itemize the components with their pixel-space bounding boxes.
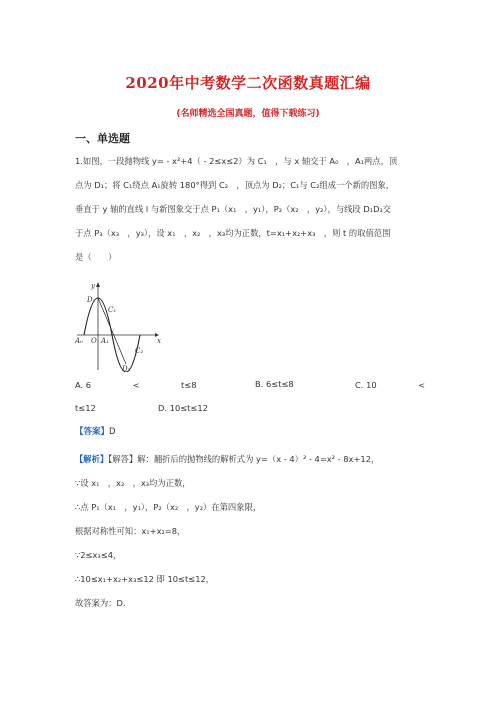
label-d1: D₁ — [87, 296, 96, 304]
label-y: y — [91, 282, 95, 290]
section-heading: 一、单选题 — [75, 132, 130, 145]
option-d: D. 10≤t≤12 — [158, 403, 208, 413]
analysis-line: 根据对称性可知：x₁+x₂=8， — [75, 526, 186, 536]
answer-value: D — [109, 427, 116, 437]
label-c1: C₁ — [108, 306, 117, 314]
label-x: x — [157, 337, 161, 345]
document-title: 2020年中考数学二次函数真题汇编 — [125, 74, 371, 92]
label-o: O — [91, 337, 97, 345]
analysis-line: 故答案为：D． — [75, 598, 132, 608]
parabola-figure — [75, 280, 165, 372]
analysis-line: ∴10≤x₁+x₂+x₃≤12 即 10≤t≤12， — [75, 574, 215, 584]
analysis-line: ∵设 x₁ ，x₂ ，x₃均为正数， — [75, 478, 191, 488]
label-d2: D₂ — [122, 365, 131, 372]
analysis-line — [75, 453, 379, 465]
y-axis-arrow — [96, 282, 100, 287]
analysis-tag: 【解析】 — [75, 454, 109, 464]
question-line: 于点 P₃（x₃ ，y₃），设 x₁ ，x₂ ，x₃均为正数，t=x₁+x₂+x₃ ，则 t 的取值范围 — [75, 228, 391, 238]
answer-line — [75, 425, 116, 437]
label-c2: C₂ — [135, 347, 144, 355]
question-line: 垂直于 y 轴的直线 l 与新图象交于点 P₁（x₁ ，y₁），P₂（x₂ ，y₂），与线段 D₁D₂交 — [75, 204, 392, 214]
analysis-text: 【解答】解：翻折后的抛物线的解析式为 y=（x - 4）² - 4=x² - 8x+12， — [108, 454, 380, 464]
option-b: B. 6≤t≤8 — [255, 379, 294, 389]
question-line: 点为 D₁；将 C₁绕点 A₁旋转 180°得到 C₂ ，顶点为 D₂；C₁与 C₂组成一个新的图象， — [75, 180, 395, 190]
analysis-line: ∵2≤x₃≤4， — [75, 550, 122, 560]
option-c-continued: t≤12 — [75, 403, 96, 413]
label-a0: A₀ — [75, 337, 83, 345]
option-a: A. 6 < t≤8 — [75, 380, 197, 390]
document-subtitle: (名师精选全国真题，值得下载练习) — [176, 109, 320, 119]
label-a1: A₁ — [101, 337, 109, 345]
question-line: 1.如图，一段抛物线 y= - x²+4（ - 2≤x≤2）为 C₁ ，与 x 轴交于 A₀ ，A₁两点，顶 — [75, 156, 398, 166]
question-line: 是（ ） — [75, 252, 117, 262]
answer-tag: 【答案】 — [75, 427, 110, 437]
analysis-line: ∴点 P₁（x₁ ，y₁），P₂（x₂ ，y₂）在第四象限， — [75, 502, 262, 512]
option-c: C. 10 < — [355, 380, 426, 390]
